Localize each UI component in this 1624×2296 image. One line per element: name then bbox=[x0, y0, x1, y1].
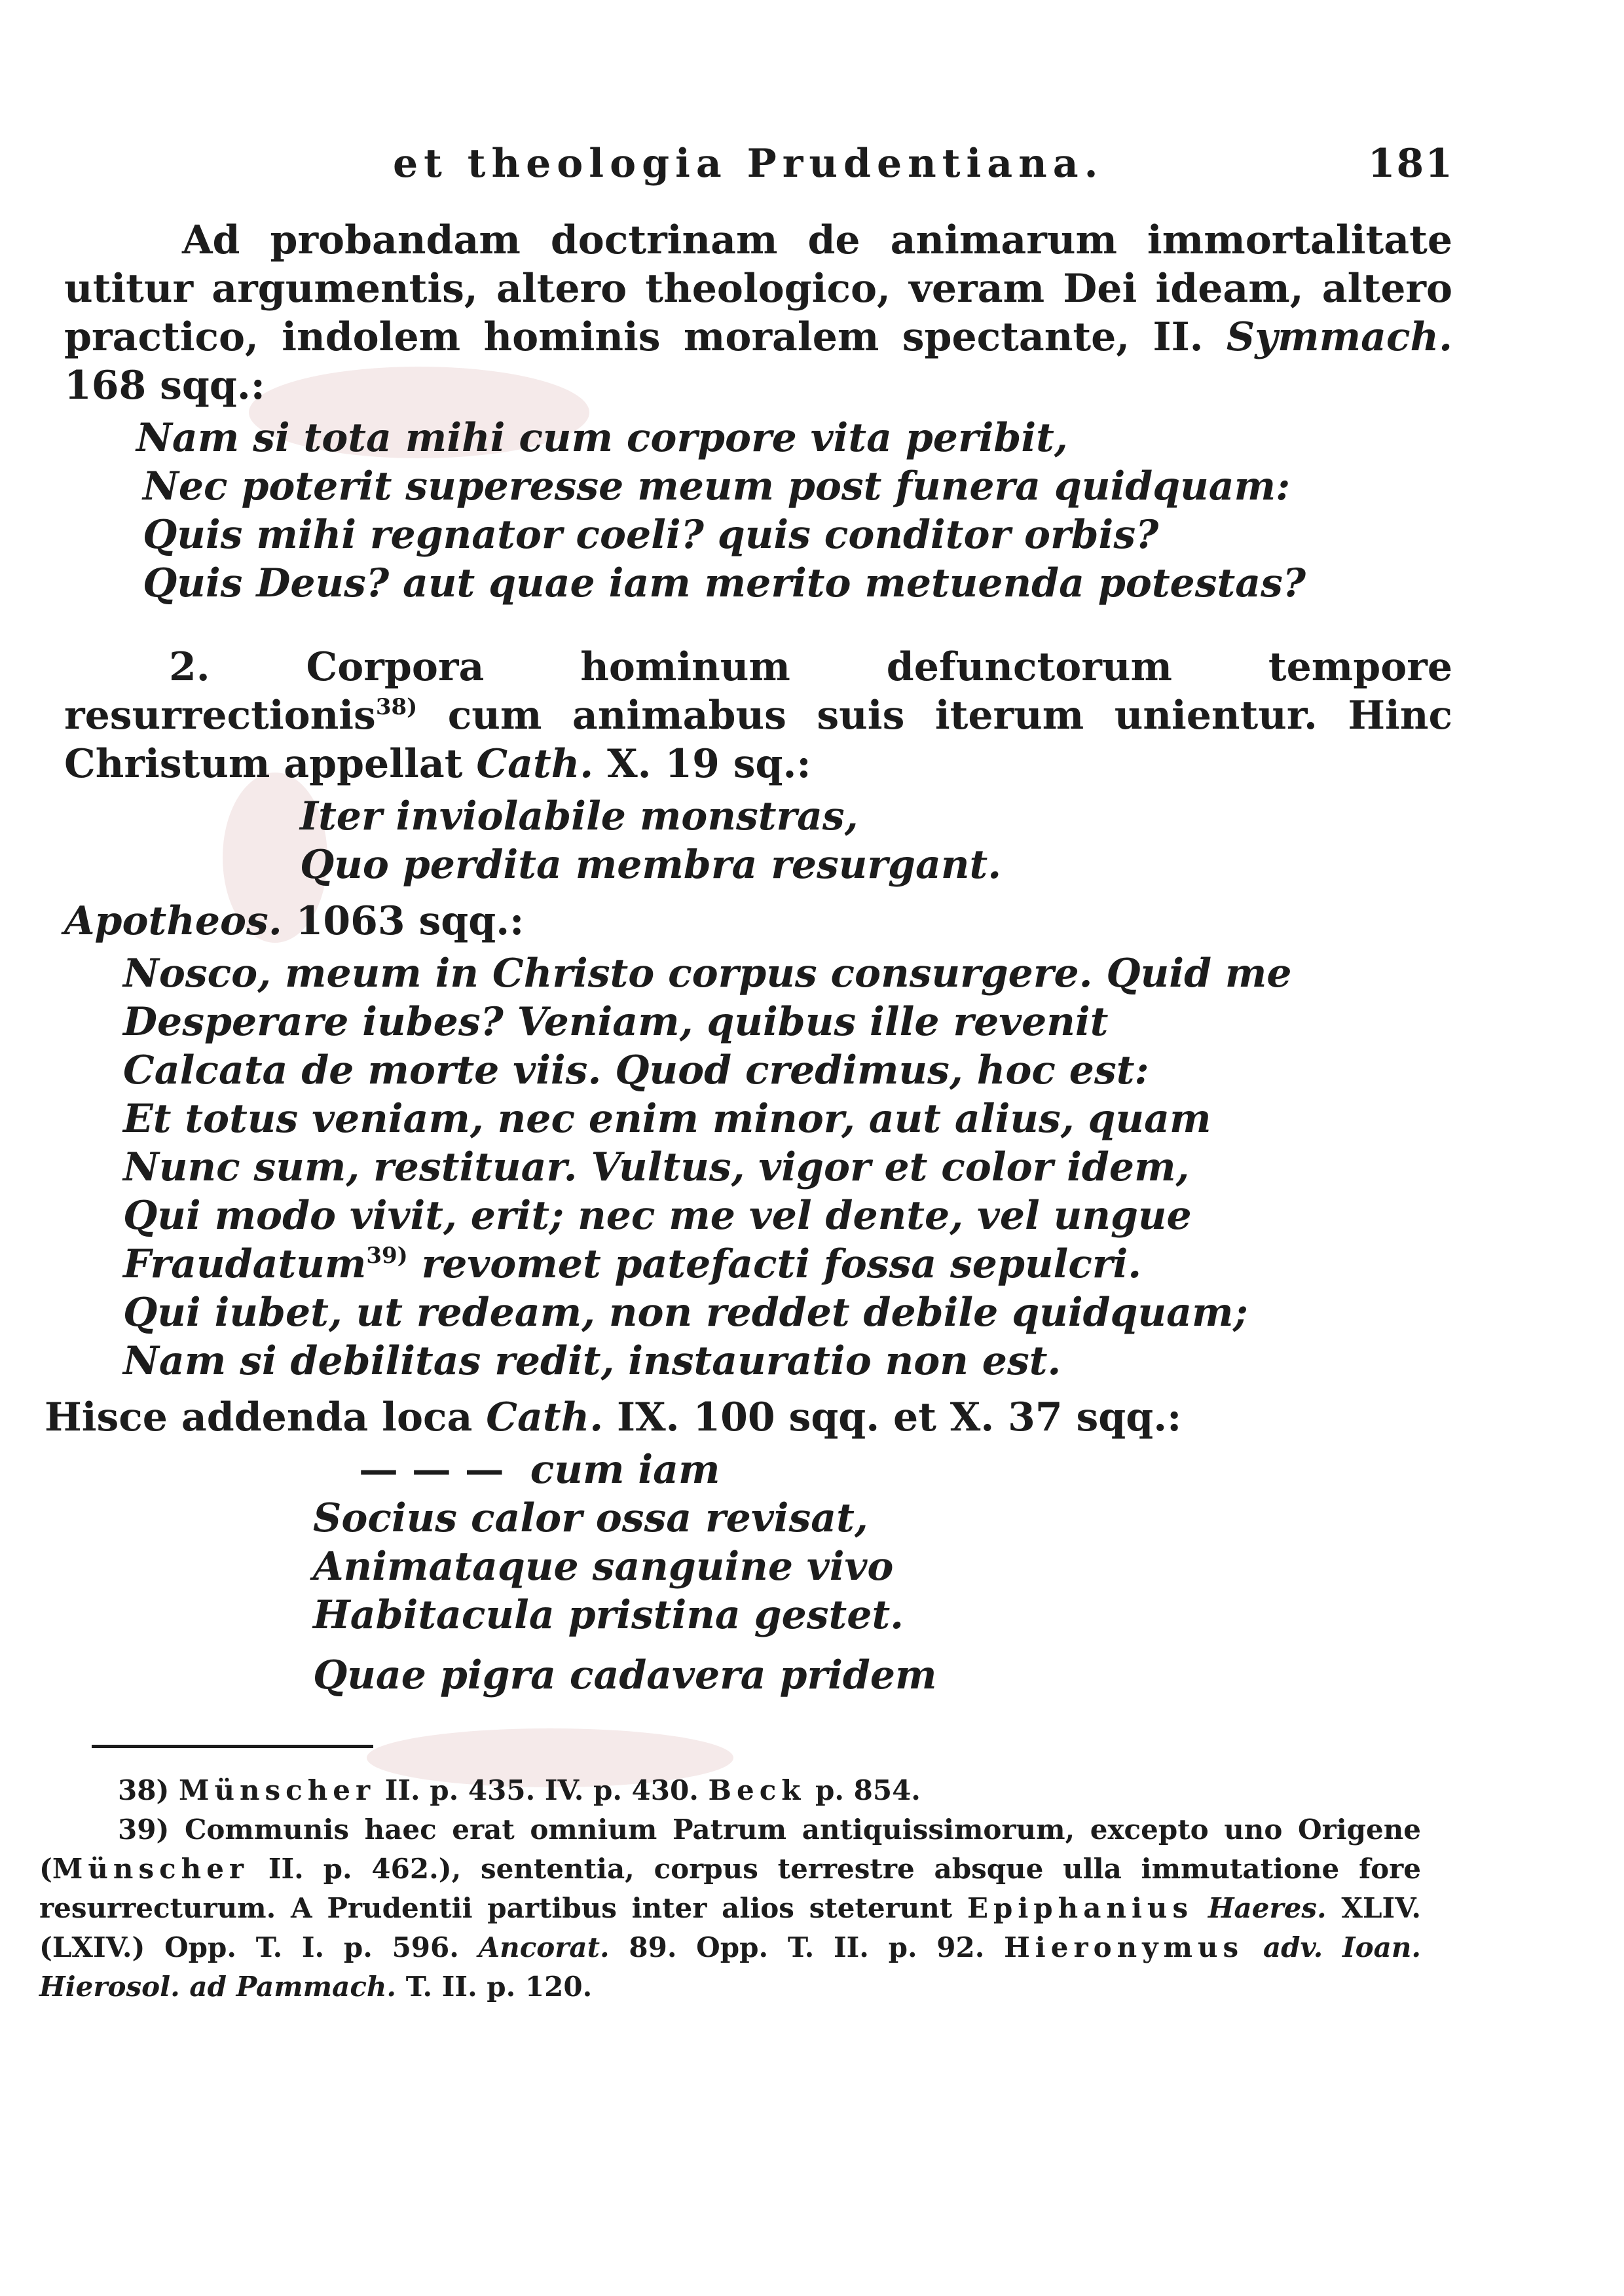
apotheos-work: Apotheos. bbox=[64, 898, 282, 944]
page-number: 181 bbox=[1367, 141, 1454, 187]
verse-line: Calcata de morte viis. Quod credimus, hoc est: bbox=[123, 1048, 1149, 1093]
hisce-work: Cath. bbox=[486, 1394, 604, 1440]
hisce-tail: IX. 100 sqq. et X. 37 sqq.: bbox=[617, 1394, 1182, 1440]
intro-ref-tail: 168 sqq.: bbox=[64, 363, 265, 409]
work-title: adv. Ioan. Hierosol. ad Pammach. bbox=[39, 1931, 1422, 2003]
footnote-text: 89. Opp. T. II. p. 92. bbox=[629, 1931, 985, 1963]
verse-line: Qui modo vivit, erit; nec me vel dente, vel ungue bbox=[123, 1193, 1192, 1239]
verse-line: Quo perdita membra resurgant. bbox=[300, 842, 1002, 888]
verse-line: Nec poterit superesse meum post funera quidquam: bbox=[143, 464, 1291, 509]
note-mark-38: 38) bbox=[375, 694, 418, 720]
footnotes bbox=[39, 1771, 1421, 2007]
verse-block-4 bbox=[64, 1446, 1452, 1700]
note-mark-39: 39) bbox=[366, 1243, 408, 1269]
footnote-text: II. p. 435. IV. p. 430. bbox=[384, 1774, 699, 1806]
verse-line: Quis mihi regnator coeli? quis conditor orbis? bbox=[143, 512, 1159, 558]
author-name: Münscher bbox=[178, 1774, 376, 1806]
footnote-text: II. p. 462.), sententia, corpus terrestre absque ulla immutatione fore resurrecturum. A Prudentii partibus inter alios steterunt bbox=[39, 1853, 1422, 1924]
verse-line: Iter inviolabile monstras, bbox=[300, 793, 858, 839]
footnote-rule bbox=[92, 1745, 373, 1748]
footnote-text: T. II. p. 120. bbox=[405, 1971, 593, 2003]
hisce-text: Hisce addenda loca bbox=[45, 1394, 473, 1440]
work-title: Ancorat. bbox=[478, 1931, 610, 1963]
point-2-text-b: cum animabus suis iterum unientur. Hinc Christum appellat bbox=[64, 693, 1453, 787]
verse-line: Habitacula pristina gestet. bbox=[313, 1592, 904, 1638]
footnote-number: 39) bbox=[118, 1813, 170, 1846]
author-name: Hieronymus bbox=[1004, 1931, 1244, 1963]
point-2-text-a: 2. Corpora hominum defunctorum tempore resurrectionis bbox=[64, 644, 1452, 738]
author-name: Münscher bbox=[52, 1853, 249, 1885]
footnote-38 bbox=[39, 1771, 1421, 1810]
running-header bbox=[393, 141, 1454, 187]
verse-line: Animataque sanguine vivo bbox=[313, 1544, 894, 1590]
verse-block-2 bbox=[64, 792, 1452, 889]
apotheos-tail: 1063 sqq.: bbox=[295, 898, 525, 944]
intro-paragraph bbox=[64, 216, 1452, 410]
verse-line: Quis Deus? aut quae iam merito metuenda potestas? bbox=[143, 560, 1306, 606]
footnote-text: XLIV. (LXIV.) Opp. T. I. p. 596. bbox=[39, 1892, 1422, 1963]
verse-fragment: cum iam bbox=[530, 1447, 720, 1493]
verse-line: Qui iubet, ut redeam, non reddet debile quidquam; bbox=[123, 1290, 1248, 1336]
running-title: et theologia Prudentiana. bbox=[393, 141, 1104, 187]
hisce-paragraph bbox=[45, 1393, 1452, 1442]
author-name: Beck bbox=[708, 1774, 806, 1806]
point-2-ref-tail: X. 19 sq.: bbox=[607, 741, 811, 787]
point-2-paragraph bbox=[64, 643, 1452, 788]
apotheos-ref bbox=[64, 897, 1452, 945]
intro-ref: II. bbox=[1153, 314, 1204, 360]
footnote-text: Communis haec erat omnium Patrum antiquissimorum, excepto uno Origene ( bbox=[39, 1813, 1421, 1885]
footnote-number: 38) bbox=[118, 1774, 170, 1806]
main-text bbox=[45, 216, 1453, 1707]
spacer bbox=[64, 615, 1452, 643]
verse-line: Nam si tota mihi cum corpore vita peribit, bbox=[136, 415, 1068, 461]
verse-block-1 bbox=[64, 414, 1452, 608]
point-2-ref-work: Cath. bbox=[476, 741, 594, 787]
footnote-39 bbox=[39, 1810, 1421, 2007]
footnote-text: p. 854. bbox=[815, 1774, 921, 1806]
verse-dash-line bbox=[64, 1446, 1452, 1494]
verse-line: Nunc sum, restituar. Vultus, vigor et color idem, bbox=[123, 1144, 1190, 1190]
intro-ref-work: Symmach. bbox=[1226, 314, 1453, 360]
verse-line: Et totus veniam, nec enim minor, aut alius, quam bbox=[123, 1096, 1211, 1142]
verse-line: Desperare iubes? Veniam, quibus ille revenit bbox=[123, 999, 1109, 1045]
verse-block-3 bbox=[64, 949, 1452, 1385]
intro-text: Ad probandam doctrinam de animarum immortalitate utitur argumentis, altero theologico, veram Dei ideam, altero practico, indolem hominis moralem spectante, bbox=[64, 217, 1452, 360]
verse-fragment: revomet patefacti fossa sepulcri. bbox=[421, 1241, 1142, 1287]
work-title: Haeres. bbox=[1208, 1892, 1327, 1924]
verse-line: Nosco, meum in Christo corpus consurgere. Quid me bbox=[123, 951, 1292, 996]
verse-fragment: Fraudatum bbox=[123, 1241, 367, 1287]
verse-line: Socius calor ossa revisat, bbox=[313, 1495, 868, 1541]
author-name: Epiphanius bbox=[967, 1892, 1194, 1924]
verse-line: Quae pigra cadavera pridem bbox=[313, 1652, 937, 1698]
verse-line: Nam si debilitas redit, instauratio non est. bbox=[123, 1338, 1061, 1384]
omission-dashes: — — — bbox=[359, 1447, 504, 1493]
verse-line bbox=[123, 1240, 1452, 1288]
